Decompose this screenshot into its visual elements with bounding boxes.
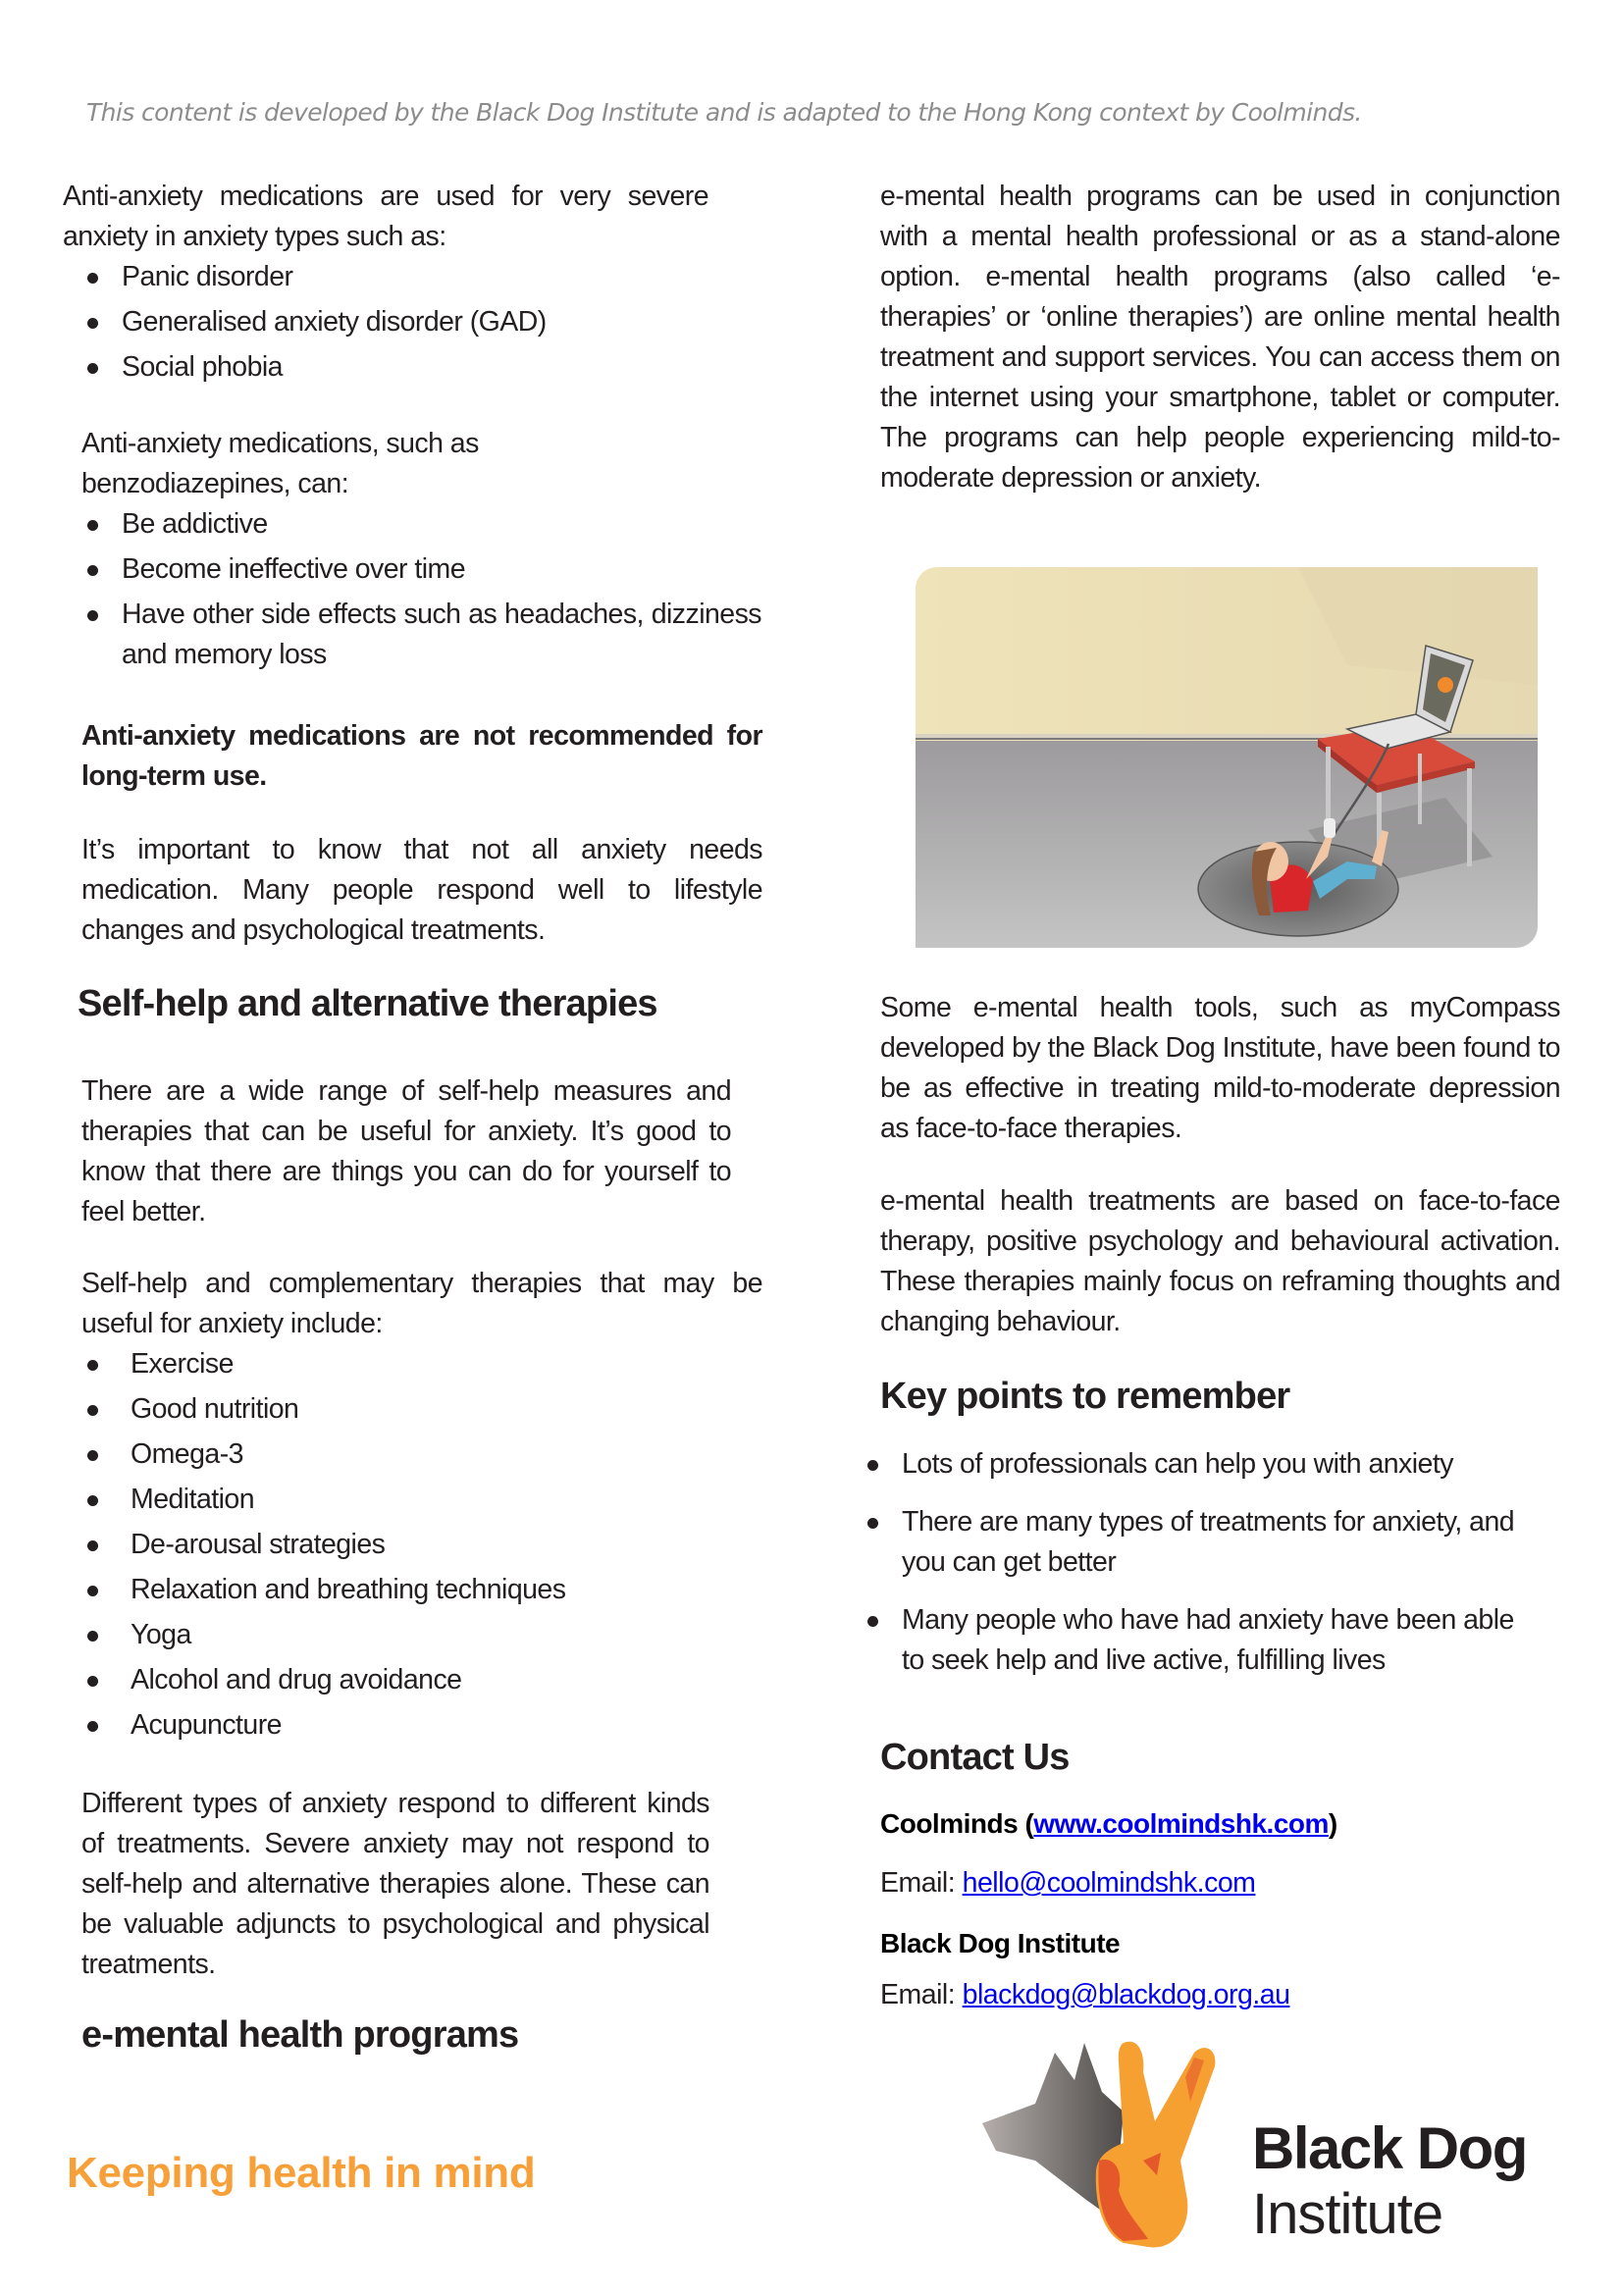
key-points-heading: Key points to remember (880, 1376, 1290, 1417)
list-item: There are many types of treatments for anxiety, and you can get better (856, 1502, 1562, 1583)
list-item: Yoga (63, 1615, 750, 1660)
self-help-heading: Self-help and alternative therapies (78, 983, 657, 1024)
list-item: Social phobia (63, 347, 710, 392)
tagline: Keeping health in mind (67, 2149, 536, 2197)
not-all-need-medication: It’s important to know that not all anxiety needs medication. Many people respond well to lifestyle changes and psychological treatments. (81, 834, 762, 946)
list-item: Lots of professionals can help you with anxiety (856, 1444, 1562, 1485)
therapies-list (63, 1344, 750, 1750)
long-term-warning: Anti-anxiety medications are not recommended for long-term use. (81, 720, 762, 792)
key-points-list (856, 1444, 1562, 1681)
emental-intro: e-mental health programs can be used in conjunction with a mental health professional or as a stand-alone option. e-mental health programs (also called ‘e-therapies’ or ‘online therapies’) are online mental health treatment and support services. You can access them on the internet using your smartphone, tablet or computer. The programs can help people experiencing mild-to-moderate depression or anxiety. (880, 181, 1560, 494)
list-item: Meditation (63, 1480, 750, 1525)
contact-heading: Contact Us (880, 1737, 1070, 1778)
list-item: Acupuncture (63, 1705, 750, 1750)
benzo-effects-list (63, 504, 761, 675)
coolminds-website-link[interactable]: www.coolmindshk.com (1033, 1808, 1329, 1839)
black-dog-email-row: Email: blackdog@blackdog.org.au (880, 1979, 1290, 2010)
bullet-icon (87, 1721, 98, 1732)
based-on-paragraph: e-mental health treatments are based on face-to-face therapy, positive psychology and behavioural activation. These therapies mainly focus on reframing thoughts and changing behaviour. (880, 1185, 1560, 1337)
different-types-paragraph: Different types of anxiety respond to different kinds of treatments. Severe anxiety may not respond to self-help and alternative therapies alone. These can be valuable adjuncts to psychological and physical treatments. (81, 1788, 709, 1980)
bullet-icon (87, 1360, 98, 1371)
bullet-icon (87, 520, 98, 531)
list-item: Omega-3 (63, 1434, 750, 1480)
anxiety-types-list (63, 257, 710, 392)
list-item: Panic disorder (63, 257, 710, 302)
bullet-icon (867, 1460, 878, 1471)
black-dog-email-link[interactable]: blackdog@blackdog.org.au (962, 1979, 1290, 2010)
list-item: De-arousal strategies (63, 1525, 750, 1570)
attribution-note: This content is developed by the Black Dog Institute and is adapted to the Hong Kong context by Coolminds. (86, 98, 1362, 127)
bullet-icon (87, 363, 98, 374)
complementary-intro: Self-help and complementary therapies that may be useful for anxiety include: (81, 1268, 762, 1339)
bullet-icon (87, 1540, 98, 1551)
bullet-icon (867, 1616, 878, 1627)
self-help-intro: There are a wide range of self-help measures and therapies that can be useful for anxiety. It’s good to know that there are things you can do for yourself to feel better. (81, 1075, 731, 1227)
emental-illustration (916, 567, 1538, 948)
list-item: Good nutrition (63, 1389, 750, 1434)
bullet-icon (87, 1405, 98, 1416)
list-item: Many people who have had anxiety have been able to seek help and live active, fulfilling lives (856, 1600, 1562, 1681)
bullet-icon (87, 1676, 98, 1687)
list-item: Alcohol and drug avoidance (63, 1660, 750, 1705)
illustration-icon (916, 567, 1538, 948)
list-item: Exercise (63, 1344, 750, 1389)
black-dog-logo-icon (976, 2033, 1231, 2259)
list-item: Generalised anxiety disorder (GAD) (63, 302, 710, 347)
list-item: Relaxation and breathing techniques (63, 1570, 750, 1615)
bullet-icon (87, 1631, 98, 1642)
coolminds-email-row: Email: hello@coolmindshk.com (880, 1867, 1256, 1899)
list-item: Be addictive (63, 504, 761, 549)
list-item: Have other side effects such as headaches, dizziness and memory loss (63, 595, 761, 675)
bullet-icon (87, 1586, 98, 1596)
coolminds-email-link[interactable]: hello@coolmindshk.com (962, 1867, 1256, 1899)
emental-heading: e-mental health programs (81, 2014, 519, 2056)
anti-anxiety-intro: Anti-anxiety medications are used for very severe anxiety in anxiety types such as: (63, 181, 708, 252)
bullet-icon (87, 318, 98, 329)
bullet-icon (87, 610, 98, 621)
bullet-icon (87, 565, 98, 576)
bullet-icon (87, 273, 98, 284)
bullet-icon (867, 1518, 878, 1529)
list-item: Become ineffective over time (63, 549, 761, 595)
mycompass-paragraph: Some e-mental health tools, such as myCompass developed by the Black Dog Institute, have been found to be as effective in treating mild-to-moderate depression as face-to-face therapies. (880, 992, 1560, 1144)
bullet-icon (87, 1450, 98, 1461)
bullet-icon (87, 1495, 98, 1506)
coolminds-contact: Coolminds (www.coolmindshk.com) (880, 1808, 1337, 1839)
black-dog-logo-text: Black Dog Institute (1252, 2115, 1527, 2246)
black-dog-contact-name: Black Dog Institute (880, 1928, 1121, 1958)
benzo-intro: Anti-anxiety medications, such as benzodiazepines, can: (81, 428, 479, 499)
